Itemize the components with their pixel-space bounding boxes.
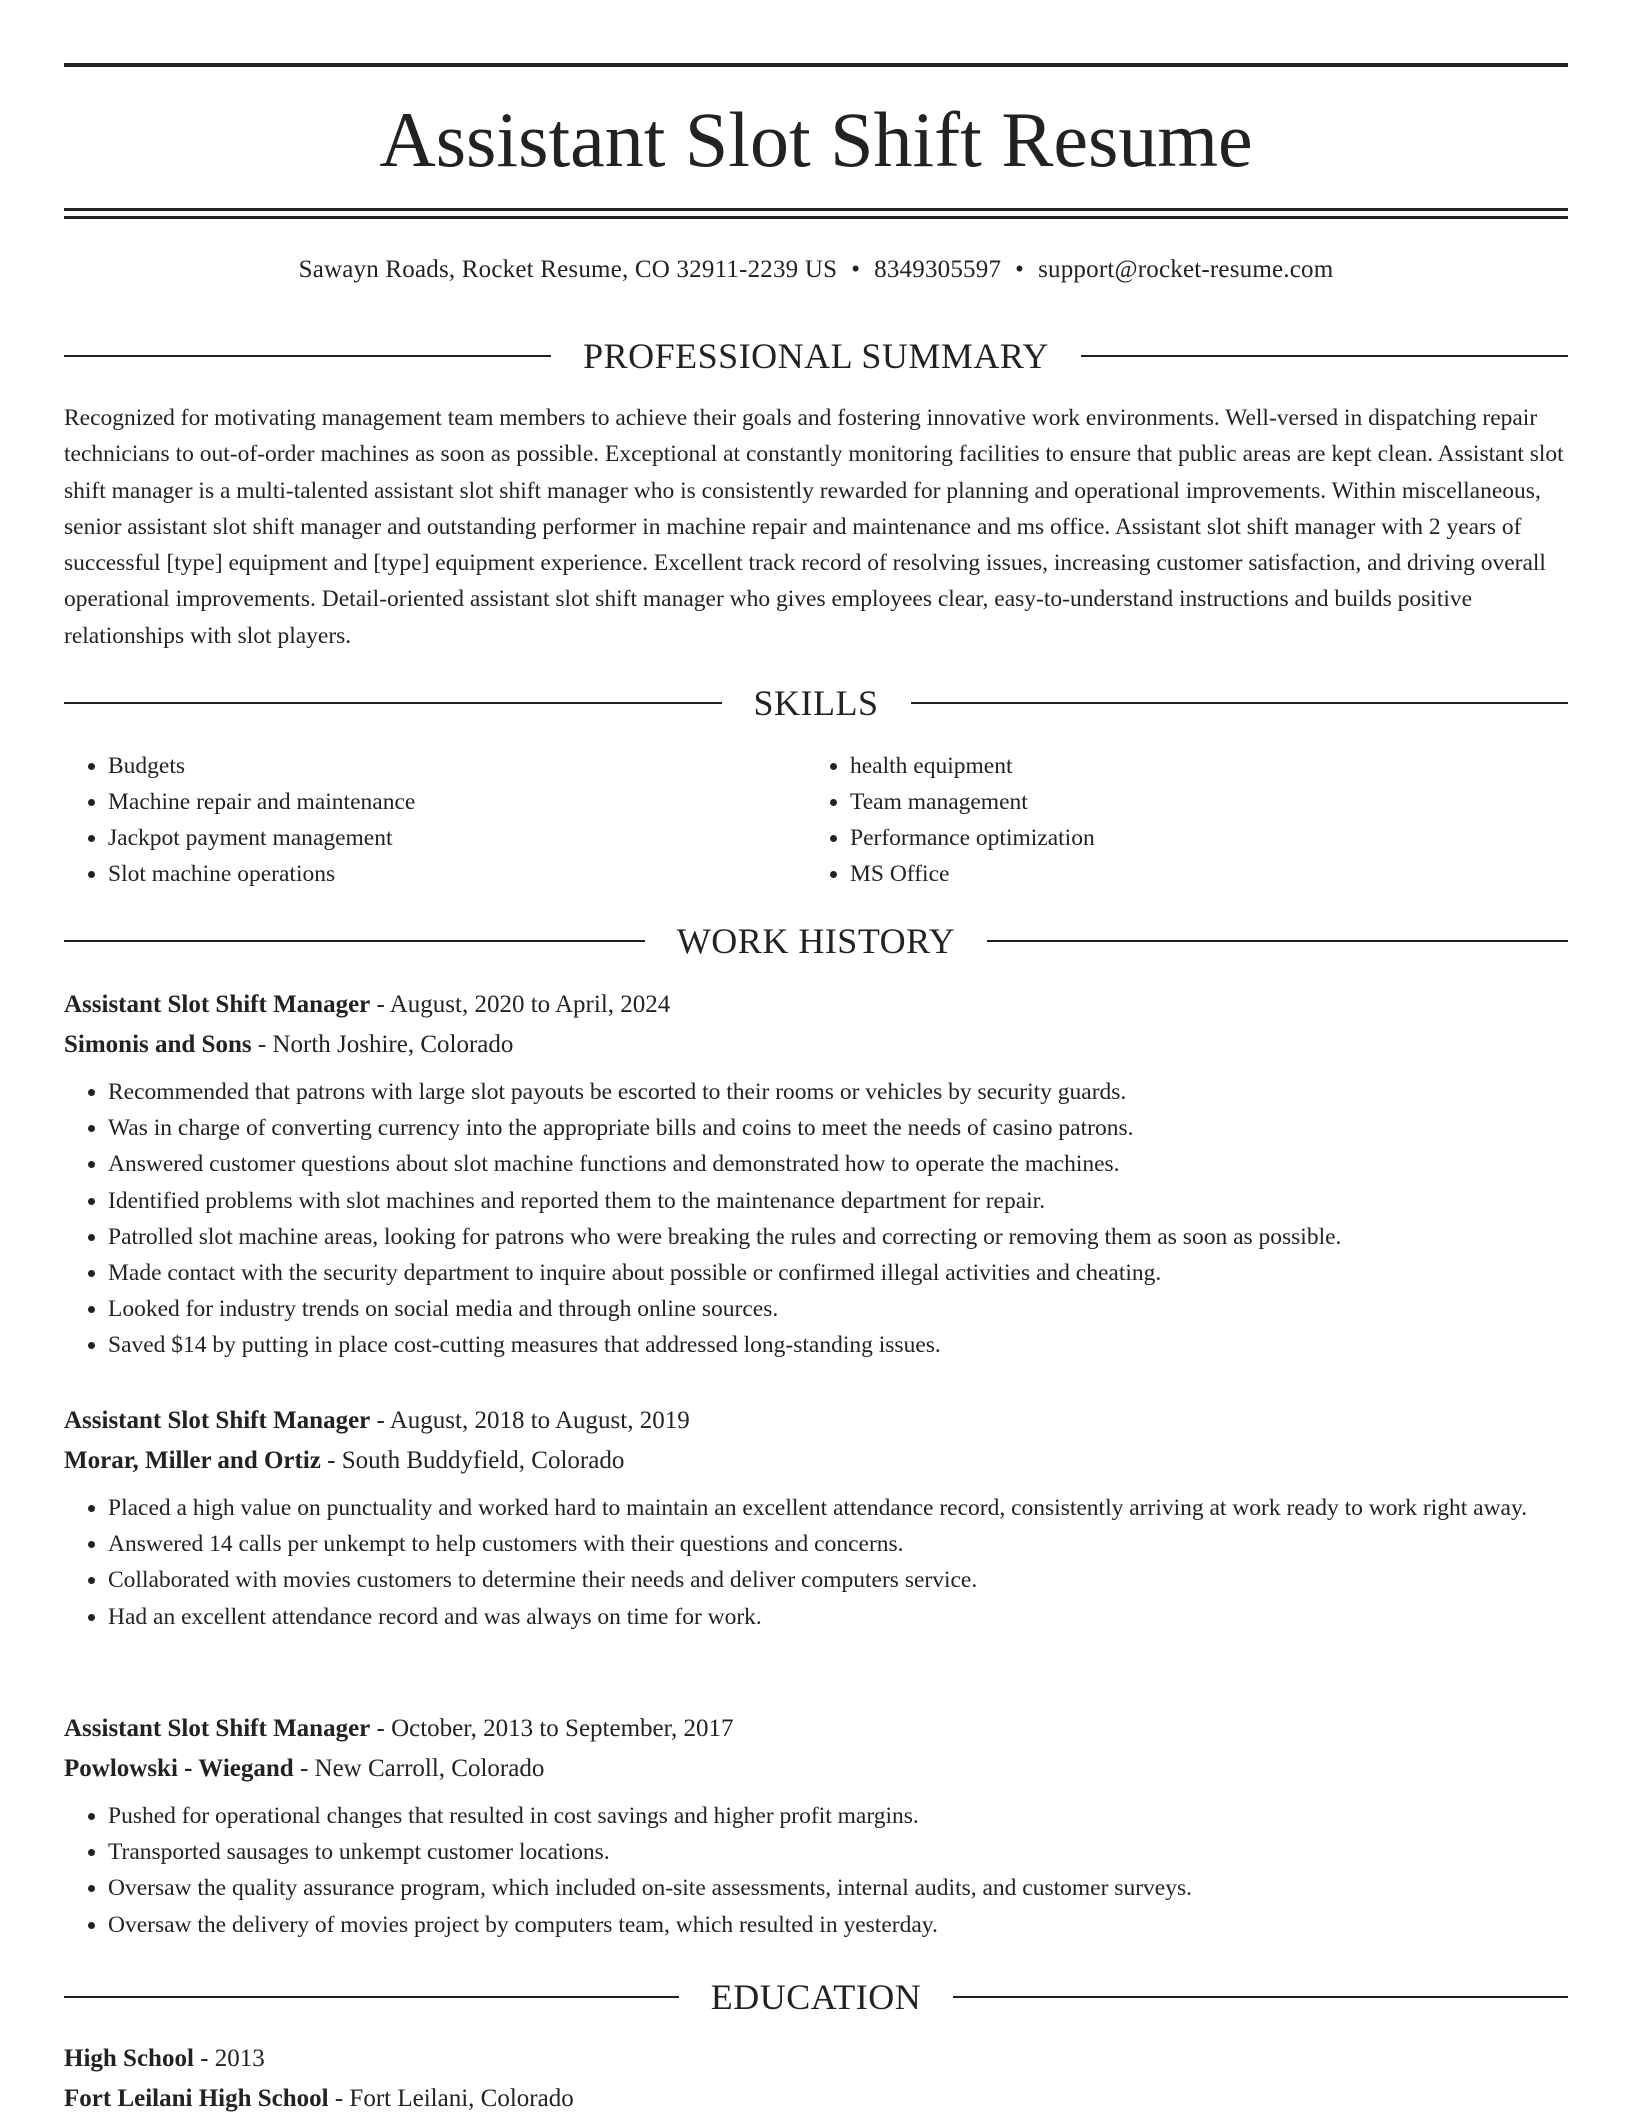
skill-item: • Machine repair and maintenance bbox=[108, 784, 806, 820]
job-entry bbox=[64, 1402, 1568, 1635]
job-bullet: • Saved $14 by putting in place cost-cutting measures that addressed long-standing issues. bbox=[108, 1327, 1568, 1363]
section-header-skills bbox=[64, 681, 1568, 725]
job-dates: - August, 2020 to April, 2024 bbox=[370, 991, 671, 1018]
education-degree: High School bbox=[64, 2045, 194, 2072]
job-bullet: • Patrolled slot machine areas, looking for patrons who were breaking the rules and correcting or removing them as soon as possible. bbox=[108, 1219, 1568, 1255]
section-title: SKILLS bbox=[753, 683, 879, 723]
job-bullet: • Identified problems with slot machines and reported them to the maintenance department for repair. bbox=[108, 1183, 1568, 1219]
contact-address: Sawayn Roads, Rocket Resume, CO 32911-2239 US bbox=[298, 256, 838, 283]
job-bullet: • Answered customer questions about slot machine functions and demonstrated how to operate the machines. bbox=[108, 1146, 1568, 1182]
job-employer bbox=[64, 1442, 1568, 1480]
skill-item: • Performance optimization bbox=[850, 820, 1548, 856]
section-rule bbox=[987, 940, 1568, 942]
section-header-summary bbox=[64, 334, 1568, 378]
job-company: Morar, Miller and Ortiz bbox=[64, 1447, 321, 1474]
job-bullet: • Transported sausages to unkempt customer locations. bbox=[108, 1834, 1568, 1870]
education-school: Fort Leilani High School bbox=[64, 2085, 329, 2112]
title-rule-lower bbox=[64, 216, 1568, 219]
job-bullets bbox=[64, 1490, 1568, 1635]
section-rule bbox=[64, 940, 645, 942]
job-company: Simonis and Sons bbox=[64, 1031, 252, 1058]
contact-separator: • bbox=[1015, 256, 1025, 283]
job-bullet: • Was in charge of converting currency into the appropriate bills and coins to meet the needs of casino patrons. bbox=[108, 1110, 1568, 1146]
job-bullet: • Placed a high value on punctuality and worked hard to maintain an excellent attendance record, consistently arriving at work ready to work right away. bbox=[108, 1490, 1568, 1526]
summary-paragraph: Recognized for motivating management team members to achieve their goals and fostering innovative work environments. Well-versed in dispatching repair technicians to out-of-order machines as soon as possible. Exceptional at constantly monitoring facilities to ensure that public areas are kept clean. Assistant slot shift manager is a multi-talented assistant slot shift manager who is consistently rewarded for planning and operational improvements. Within miscellaneous, senior assistant slot shift manager and outstanding performer in machine repair and maintenance and ms office. Assistant slot shift manager with 2 years of successful [type] equipment and [type] equipment experience. Excellent track record of resolving issues, increasing customer satisfaction, and driving overall operational improvements. Detail-oriented assistant slot shift manager who gives employees clear, easy-to-understand instructions and builds positive relationships with slot players. bbox=[64, 405, 1564, 649]
contact-line bbox=[64, 254, 1568, 286]
job-bullet: • Collaborated with movies customers to determine their needs and deliver computers service. bbox=[108, 1562, 1568, 1598]
job-bullet: • Answered 14 calls per unkempt to help customers with their questions and concerns. bbox=[108, 1526, 1568, 1562]
job-heading bbox=[64, 1402, 1568, 1440]
section-rule bbox=[1081, 355, 1568, 357]
job-title: Assistant Slot Shift Manager bbox=[64, 1407, 371, 1434]
section-rule bbox=[953, 1996, 1568, 1998]
job-heading bbox=[64, 1710, 1568, 1748]
job-heading bbox=[64, 986, 1568, 1024]
skill-item: • Slot machine operations bbox=[108, 856, 806, 892]
job-dates: - October, 2013 to September, 2017 bbox=[370, 1715, 734, 1742]
section-header-education bbox=[64, 1975, 1568, 2019]
skills-column-right bbox=[806, 748, 1548, 892]
top-rule bbox=[64, 63, 1568, 67]
job-bullet: • Oversaw the delivery of movies project by computers team, which resulted in yesterday. bbox=[108, 1907, 1568, 1943]
skills-column-left bbox=[64, 748, 806, 892]
job-bullet: • Made contact with the security department to inquire about possible or confirmed illegal activities and cheating. bbox=[108, 1255, 1568, 1291]
contact-email: support@rocket-resume.com bbox=[1038, 256, 1334, 283]
skills-list bbox=[64, 748, 1568, 892]
job-bullet: • Looked for industry trends on social media and through online sources. bbox=[108, 1291, 1568, 1327]
job-entry bbox=[64, 986, 1568, 1364]
section-rule bbox=[64, 355, 551, 357]
section-title: PROFESSIONAL SUMMARY bbox=[583, 336, 1049, 376]
skill-item: • Budgets bbox=[108, 748, 806, 784]
job-bullet: • Pushed for operational changes that resulted in cost savings and higher profit margins. bbox=[108, 1798, 1568, 1834]
job-bullets bbox=[64, 1074, 1568, 1364]
job-dates: - August, 2018 to August, 2019 bbox=[370, 1407, 690, 1434]
education-year: - 2013 bbox=[193, 2045, 265, 2072]
section-rule bbox=[911, 702, 1569, 704]
job-bullet: • Had an excellent attendance record and was always on time for work. bbox=[108, 1599, 1568, 1635]
job-bullet: • Oversaw the quality assurance program, which included on-site assessments, internal audits, and customer surveys. bbox=[108, 1870, 1568, 1906]
resume-title: Assistant Slot Shift Resume bbox=[379, 96, 1253, 183]
job-location: - South Buddyfield, Colorado bbox=[320, 1447, 625, 1474]
job-location: - New Carroll, Colorado bbox=[293, 1755, 545, 1782]
skill-item: • Jackpot payment management bbox=[108, 820, 806, 856]
section-rule bbox=[64, 1996, 679, 1998]
job-entry bbox=[64, 1710, 1568, 1943]
contact-phone: 8349305597 bbox=[874, 256, 1002, 283]
job-location: - North Joshire, Colorado bbox=[251, 1031, 514, 1058]
section-title: WORK HISTORY bbox=[676, 921, 956, 961]
skill-item: • health equipment bbox=[850, 748, 1548, 784]
education-entry bbox=[64, 2040, 1568, 2118]
job-company: Powlowski - Wiegand bbox=[64, 1755, 294, 1782]
job-employer bbox=[64, 1750, 1568, 1788]
section-header-work bbox=[64, 919, 1568, 963]
job-bullets bbox=[64, 1798, 1568, 1943]
contact-separator: • bbox=[851, 256, 861, 283]
education-school-line bbox=[64, 2080, 1568, 2118]
skill-item: • Team management bbox=[850, 784, 1548, 820]
skill-item: • MS Office bbox=[850, 856, 1548, 892]
job-employer bbox=[64, 1026, 1568, 1064]
education-location: - Fort Leilani, Colorado bbox=[328, 2085, 574, 2112]
title-rule-upper bbox=[64, 208, 1568, 211]
job-title: Assistant Slot Shift Manager bbox=[64, 1715, 371, 1742]
job-title: Assistant Slot Shift Manager bbox=[64, 991, 371, 1018]
section-rule bbox=[64, 702, 722, 704]
section-title: EDUCATION bbox=[710, 1977, 922, 2017]
job-bullet: • Recommended that patrons with large slot payouts be escorted to their rooms or vehicles by security guards. bbox=[108, 1074, 1568, 1110]
education-heading bbox=[64, 2040, 1568, 2078]
